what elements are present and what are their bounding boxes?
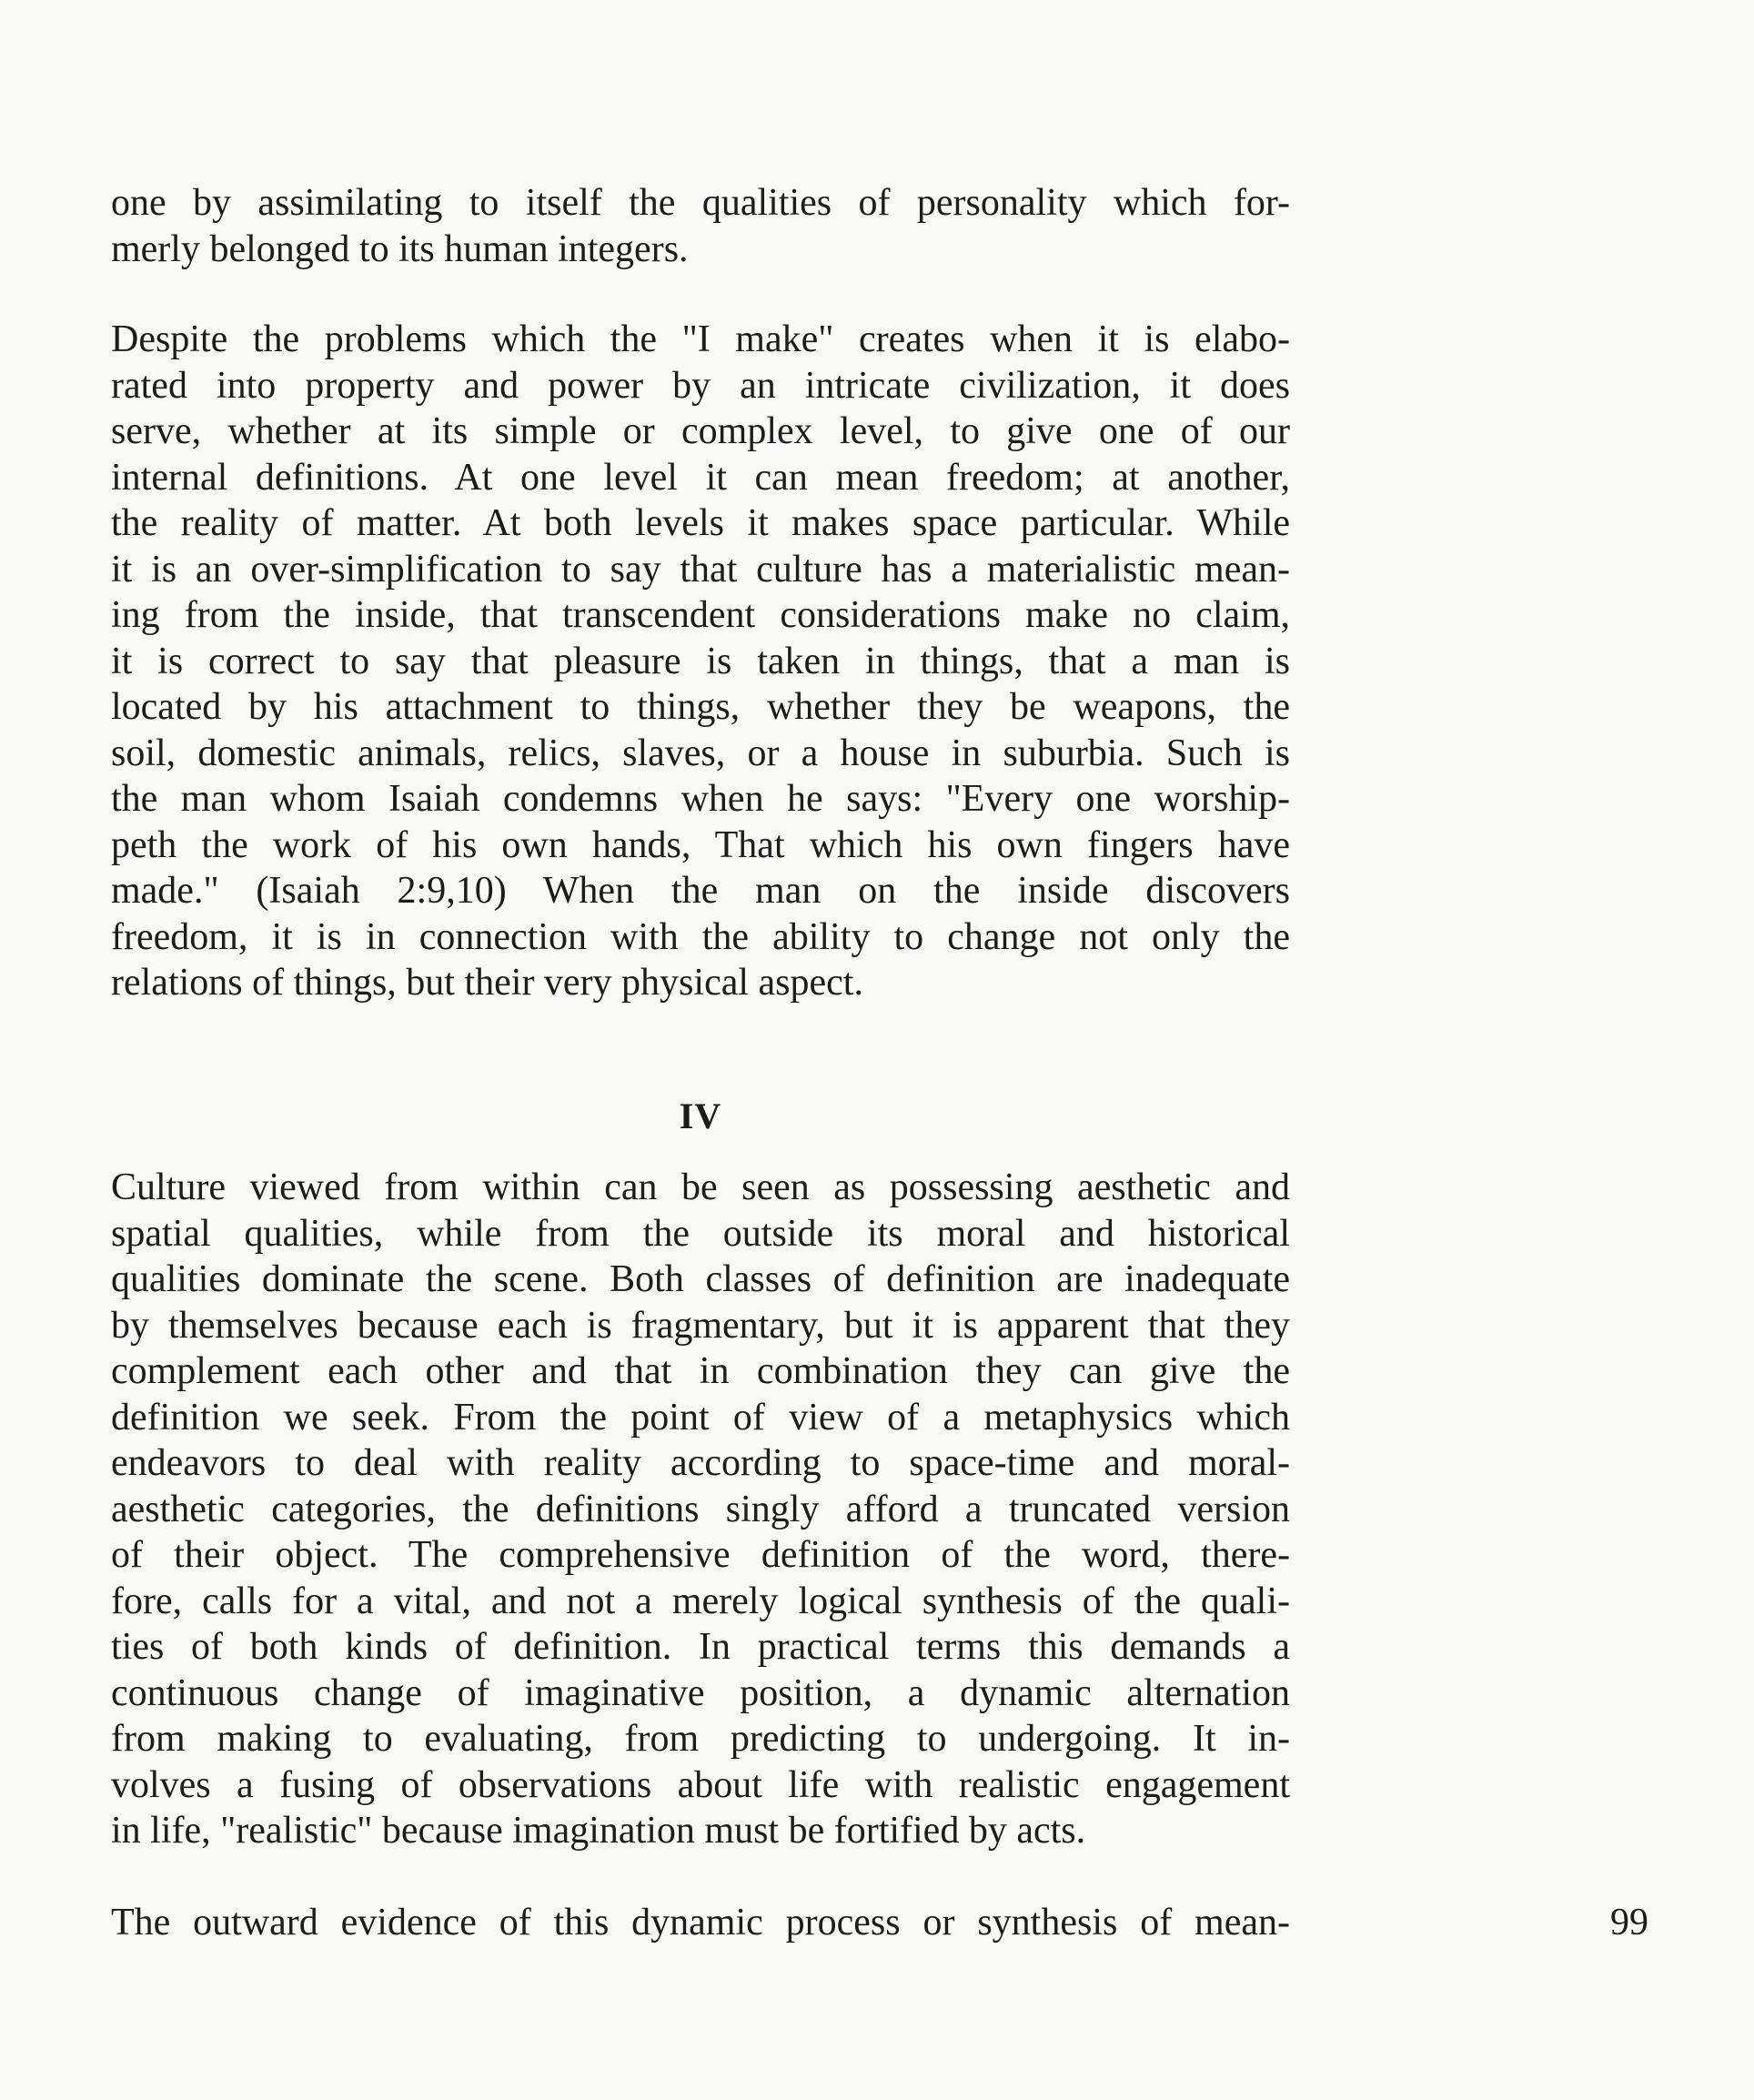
section-heading: IV (679, 1095, 722, 1136)
text-line: The outward evidence of this dynamic process or synthesis of mean- (111, 1902, 1290, 1944)
text-line: definition we seek. From the point of view of a metaphysics which (111, 1396, 1290, 1439)
text-line: internal definitions. At one level it can mean freedom; at another, (111, 456, 1290, 499)
text-line: freedom, it is in connection with the ability to change not only the (111, 915, 1290, 958)
text-line: soil, domestic animals, relics, slaves, or a house in suburbia. Such is (111, 732, 1290, 774)
text-line: from making to evaluating, from predicting to undergoing. It in- (111, 1718, 1290, 1760)
paragraph-outward-evidence (111, 1900, 1290, 1946)
text-line: one by assimilating to itself the qualities of personality which for- (111, 182, 1290, 224)
text-line: ties of both kinds of definition. In practical terms this demands a (111, 1626, 1290, 1668)
text-line: relations of things, but their very physical aspect. (111, 962, 863, 1004)
paragraph-culture-viewed (111, 1165, 1290, 1854)
text-line: endeavors to deal with reality according to space-time and moral- (111, 1442, 1290, 1484)
text-line: continuous change of imaginative position, a dynamic alternation (111, 1671, 1290, 1714)
paragraph-continuation (111, 180, 1290, 272)
text-line: made." (Isaiah 2:9,10) When the man on the inside discovers (111, 870, 1290, 912)
text-line: serve, whether at its simple or complex level, to give one of our (111, 410, 1290, 452)
text-line: spatial qualities, while from the outside its moral and historical (111, 1212, 1290, 1255)
text-line: in life, "realistic" because imagination must be fortified by acts. (111, 1810, 1086, 1852)
text-line: of their object. The comprehensive definition of the word, there- (111, 1534, 1290, 1576)
text-line: fore, calls for a vital, and not a merely logical synthesis of the quali- (111, 1580, 1290, 1622)
text-line: Culture viewed from within can be seen as possessing aesthetic and (111, 1166, 1290, 1208)
text-line: Despite the problems which the "I make" creates when it is elabo- (111, 318, 1290, 360)
text-line: merly belonged to its human integers. (111, 227, 689, 270)
paragraph-i-make (111, 317, 1290, 1006)
page-number: 99 (1610, 1902, 1648, 1944)
text-line: it is an over-simplification to say that culture has a materialistic mean- (111, 548, 1290, 591)
text-line: rated into property and power by an intricate civilization, it does (111, 364, 1290, 407)
text-line: located by his attachment to things, whether they be weapons, the (111, 686, 1290, 728)
text-line: aesthetic categories, the definitions singly afford a truncated version (111, 1488, 1290, 1530)
text-line: the man whom Isaiah condemns when he says: "Every one worship- (111, 778, 1290, 820)
text-line: it is correct to say that pleasure is taken in things, that a man is (111, 640, 1290, 682)
text-line: ing from the inside, that transcendent considerations make no claim, (111, 594, 1290, 636)
text-line: the reality of matter. At both levels it makes space particular. While (111, 502, 1290, 544)
text-line: volves a fusing of observations about life with realistic engagement (111, 1763, 1290, 1806)
text-line: qualities dominate the scene. Both classes of definition are inadequate (111, 1258, 1290, 1300)
text-line: by themselves because each is fragmentary, but it is apparent that they (111, 1304, 1290, 1347)
text-line: complement each other and that in combination they can give the (111, 1350, 1290, 1392)
text-line: peth the work of his own hands, That which his own fingers have (111, 823, 1290, 866)
